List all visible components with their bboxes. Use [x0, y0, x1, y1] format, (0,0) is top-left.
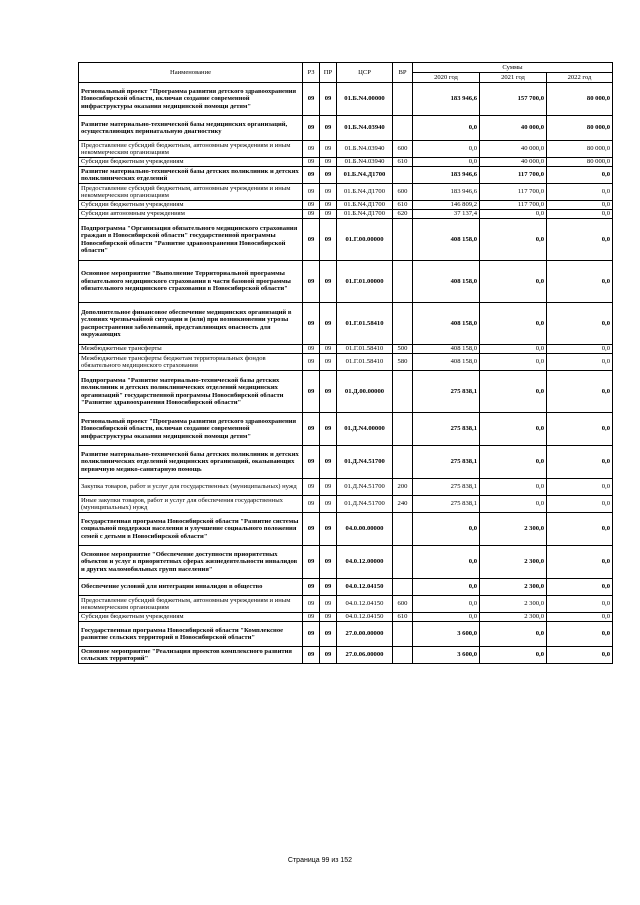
table-row: [79, 413, 613, 446]
row-csr: 01.Б.N4.03940: [337, 116, 393, 141]
table-row: [79, 496, 613, 513]
row-vr: [393, 647, 413, 664]
table-row: [79, 345, 613, 354]
row-sum-2022: 80 000,0: [547, 141, 613, 158]
row-rz: 09: [303, 647, 320, 664]
row-pr: 09: [320, 141, 337, 158]
row-pr: 09: [320, 613, 337, 622]
budget-table: [78, 62, 613, 664]
row-name: Закупка товаров, работ и услуг для государственных (муниципальных) нужд: [79, 479, 303, 496]
row-sum-2020: 275 838,1: [413, 496, 480, 513]
row-csr: 04.0.12.04150: [337, 613, 393, 622]
row-rz: 09: [303, 219, 320, 261]
row-csr: 04.0.12.00000: [337, 546, 393, 579]
row-rz: 09: [303, 622, 320, 647]
row-pr: 09: [320, 371, 337, 413]
row-rz: 09: [303, 546, 320, 579]
row-sum-2022: 80 000,0: [547, 83, 613, 116]
row-rz: 09: [303, 83, 320, 116]
row-csr: 01.Б.N4.Д1700: [337, 210, 393, 219]
row-sum-2020: 146 809,2: [413, 201, 480, 210]
row-csr: 27.0.00.00000: [337, 622, 393, 647]
row-vr: 620: [393, 210, 413, 219]
row-rz: 09: [303, 141, 320, 158]
row-sum-2020: 183 946,6: [413, 184, 480, 201]
row-csr: 01.Г.01.58410: [337, 303, 393, 345]
row-rz: 09: [303, 303, 320, 345]
row-csr: 04.0.00.00000: [337, 513, 393, 546]
table-row: [79, 446, 613, 479]
row-rz: 09: [303, 167, 320, 184]
row-pr: 09: [320, 261, 337, 303]
row-sum-2020: 0,0: [413, 513, 480, 546]
row-rz: 09: [303, 579, 320, 596]
row-name: Субсидии бюджетным учреждениям: [79, 158, 303, 167]
row-name: Предоставление субсидий бюджетным, автономным учреждениям и иным некоммерческим организациям: [79, 184, 303, 201]
row-sum-2021: 0,0: [480, 496, 547, 513]
row-sum-2022: 0,0: [547, 446, 613, 479]
col-header-name: Наименование: [79, 63, 303, 83]
row-sum-2022: 0,0: [547, 496, 613, 513]
row-sum-2020: 3 600,0: [413, 647, 480, 664]
row-csr: 01.Д.N4.00000: [337, 413, 393, 446]
row-sum-2020: 275 838,1: [413, 413, 480, 446]
row-sum-2021: 117 700,0: [480, 167, 547, 184]
row-name: Субсидии бюджетным учреждениям: [79, 201, 303, 210]
row-sum-2021: 0,0: [480, 413, 547, 446]
row-rz: 09: [303, 116, 320, 141]
row-pr: 09: [320, 479, 337, 496]
row-sum-2021: 117 700,0: [480, 201, 547, 210]
row-rz: 09: [303, 354, 320, 371]
row-vr: [393, 303, 413, 345]
col-header-year-2020: 2020 год: [413, 73, 480, 83]
table-row: [79, 479, 613, 496]
row-sum-2021: 40 000,0: [480, 116, 547, 141]
row-sum-2021: 2 300,0: [480, 513, 547, 546]
col-header-sums: Суммы: [413, 63, 613, 73]
row-csr: 01.Г.01.58410: [337, 345, 393, 354]
row-vr: [393, 371, 413, 413]
row-sum-2022: 0,0: [547, 579, 613, 596]
row-sum-2020: 275 838,1: [413, 371, 480, 413]
table-row: [79, 647, 613, 664]
row-vr: [393, 513, 413, 546]
col-header-csr: ЦСР: [337, 63, 393, 83]
row-csr: 01.Б.N4.03940: [337, 158, 393, 167]
row-name: Иные закупки товаров, работ и услуг для обеспечения государственных (муниципальных) нужд: [79, 496, 303, 513]
row-sum-2021: 0,0: [480, 622, 547, 647]
row-vr: 500: [393, 345, 413, 354]
table-row: [79, 261, 613, 303]
row-rz: 09: [303, 479, 320, 496]
table-row: [79, 210, 613, 219]
row-sum-2022: 0,0: [547, 184, 613, 201]
row-sum-2022: 0,0: [547, 345, 613, 354]
row-sum-2021: 40 000,0: [480, 141, 547, 158]
row-rz: 09: [303, 413, 320, 446]
table-row: [79, 613, 613, 622]
row-sum-2020: 275 838,1: [413, 479, 480, 496]
row-pr: 09: [320, 201, 337, 210]
row-vr: 580: [393, 354, 413, 371]
row-sum-2020: 0,0: [413, 116, 480, 141]
row-vr: 600: [393, 141, 413, 158]
row-pr: 09: [320, 167, 337, 184]
row-pr: 09: [320, 496, 337, 513]
row-name: Развитие материально-технической базы детских поликлиник и детских поликлинических отделений медицинских организаций, оказывающих первичную медико-санитарную помощь: [79, 446, 303, 479]
row-pr: 09: [320, 622, 337, 647]
row-sum-2022: 0,0: [547, 479, 613, 496]
row-sum-2021: 0,0: [480, 210, 547, 219]
row-vr: [393, 446, 413, 479]
row-sum-2020: 0,0: [413, 546, 480, 579]
table-row: [79, 83, 613, 116]
row-name: Субсидии автономным учреждениям: [79, 210, 303, 219]
row-sum-2021: 2 300,0: [480, 613, 547, 622]
table-row: [79, 167, 613, 184]
row-name: Основное мероприятие "Реализация проектов комплексного развития сельских территорий": [79, 647, 303, 664]
row-pr: 09: [320, 446, 337, 479]
row-sum-2021: 157 700,0: [480, 83, 547, 116]
row-sum-2020: 0,0: [413, 596, 480, 613]
row-vr: 610: [393, 201, 413, 210]
row-sum-2021: 0,0: [480, 345, 547, 354]
row-sum-2022: 0,0: [547, 303, 613, 345]
table-row: [79, 201, 613, 210]
row-csr: 04.0.12.04150: [337, 579, 393, 596]
row-csr: 01.Б.N4.00000: [337, 83, 393, 116]
row-sum-2020: 3 600,0: [413, 622, 480, 647]
table-row: [79, 354, 613, 371]
col-header-year-2022: 2022 год: [547, 73, 613, 83]
row-name: Субсидии бюджетным учреждениям: [79, 613, 303, 622]
row-sum-2020: 0,0: [413, 613, 480, 622]
row-rz: 09: [303, 613, 320, 622]
row-sum-2021: 0,0: [480, 303, 547, 345]
row-sum-2021: 40 000,0: [480, 158, 547, 167]
row-sum-2021: 0,0: [480, 479, 547, 496]
row-vr: [393, 546, 413, 579]
page-number: Страница 99 из 152: [287, 857, 353, 864]
row-rz: 09: [303, 371, 320, 413]
row-name: Основное мероприятие "Выполнение Территориальной программы обязательного медицинского страхования в части базовой программы обязательного медицинского страхования в Новосибирской области": [79, 261, 303, 303]
row-sum-2021: 2 300,0: [480, 546, 547, 579]
row-sum-2022: 80 000,0: [547, 158, 613, 167]
row-vr: [393, 622, 413, 647]
row-sum-2022: 0,0: [547, 413, 613, 446]
table-row: [79, 141, 613, 158]
row-sum-2022: 0,0: [547, 261, 613, 303]
row-sum-2022: 0,0: [547, 219, 613, 261]
col-header-pr: ПР: [320, 63, 337, 83]
row-csr: 01.Д.N4.51700: [337, 446, 393, 479]
row-pr: 09: [320, 184, 337, 201]
table-row: [79, 596, 613, 613]
row-rz: 09: [303, 184, 320, 201]
row-rz: 09: [303, 446, 320, 479]
row-csr: 27.0.06.00000: [337, 647, 393, 664]
row-pr: 09: [320, 210, 337, 219]
row-csr: 01.Г.01.58410: [337, 354, 393, 371]
row-sum-2022: 0,0: [547, 546, 613, 579]
row-csr: 01.Г.00.00000: [337, 219, 393, 261]
row-sum-2022: 0,0: [547, 513, 613, 546]
table-row: [79, 513, 613, 546]
row-pr: 09: [320, 303, 337, 345]
row-sum-2020: 0,0: [413, 579, 480, 596]
row-csr: 01.Б.N4.Д1700: [337, 167, 393, 184]
row-name: Подпрограмма "Организация обязательного медицинского страхования граждан в Новосибирской области" государственной программы Новосибирской области "Развитие здравоохранения Новосибирской области": [79, 219, 303, 261]
table-row: [79, 158, 613, 167]
row-sum-2022: 0,0: [547, 167, 613, 184]
table-row: [79, 184, 613, 201]
row-pr: 09: [320, 579, 337, 596]
row-csr: 01.Д.00.00000: [337, 371, 393, 413]
row-sum-2021: 117 700,0: [480, 184, 547, 201]
row-name: Региональный проект "Программа развития детского здравоохранения Новосибирской области, включая создание современной инфраструктуры оказания медицинской помощи детям": [79, 83, 303, 116]
row-vr: [393, 83, 413, 116]
row-name: Региональный проект "Программа развития детского здравоохранения Новосибирской области, включая создание современной инфраструктуры оказания медицинской помощи детям": [79, 413, 303, 446]
row-sum-2022: 80 000,0: [547, 116, 613, 141]
row-pr: 09: [320, 413, 337, 446]
row-pr: 09: [320, 83, 337, 116]
row-rz: 09: [303, 513, 320, 546]
row-name: Государственная программа Новосибирской области "Комплексное развитие сельских территорий в Новосибирской области": [79, 622, 303, 647]
row-sum-2021: 0,0: [480, 261, 547, 303]
row-sum-2022: 0,0: [547, 201, 613, 210]
row-vr: 610: [393, 158, 413, 167]
row-csr: 01.Б.N4.Д1700: [337, 201, 393, 210]
row-name: Развитие материально-технической базы детских поликлиник и детских поликлинических отделений: [79, 167, 303, 184]
row-rz: 09: [303, 210, 320, 219]
row-name: Межбюджетные трансферты: [79, 345, 303, 354]
row-sum-2020: 0,0: [413, 158, 480, 167]
row-vr: 600: [393, 596, 413, 613]
row-rz: 09: [303, 596, 320, 613]
row-csr: 01.Г.01.00000: [337, 261, 393, 303]
table-body: [79, 83, 613, 664]
row-rz: 09: [303, 261, 320, 303]
row-sum-2022: 0,0: [547, 596, 613, 613]
row-pr: 09: [320, 219, 337, 261]
row-csr: 01.Б.N4.Д1700: [337, 184, 393, 201]
row-pr: 09: [320, 513, 337, 546]
table-row: [79, 219, 613, 261]
table-row: [79, 371, 613, 413]
row-name: Развитие материально-технической базы медицинских организаций, осуществляющих перинатальную диагностику: [79, 116, 303, 141]
col-header-rz: РЗ: [303, 63, 320, 83]
table-row: [79, 116, 613, 141]
row-pr: 09: [320, 546, 337, 579]
row-sum-2021: 0,0: [480, 647, 547, 664]
row-csr: 01.Д.N4.51700: [337, 479, 393, 496]
row-csr: 01.Б.N4.03940: [337, 141, 393, 158]
row-sum-2020: 183 946,6: [413, 83, 480, 116]
row-sum-2022: 0,0: [547, 613, 613, 622]
row-sum-2020: 408 158,0: [413, 354, 480, 371]
row-vr: 610: [393, 613, 413, 622]
row-sum-2021: 0,0: [480, 354, 547, 371]
row-sum-2020: 408 158,0: [413, 303, 480, 345]
col-header-year-2021: 2021 год: [480, 73, 547, 83]
row-sum-2021: 0,0: [480, 371, 547, 413]
row-sum-2021: 2 300,0: [480, 596, 547, 613]
row-sum-2021: 0,0: [480, 219, 547, 261]
col-header-vr: ВР: [393, 63, 413, 83]
row-pr: 09: [320, 647, 337, 664]
row-vr: [393, 219, 413, 261]
table-row: [79, 546, 613, 579]
table-row: [79, 303, 613, 345]
row-name: Предоставление субсидий бюджетным, автономным учреждениям и иным некоммерческим организациям: [79, 596, 303, 613]
row-vr: [393, 579, 413, 596]
row-sum-2020: 37 137,4: [413, 210, 480, 219]
row-pr: 09: [320, 158, 337, 167]
row-sum-2020: 0,0: [413, 141, 480, 158]
row-name: Предоставление субсидий бюджетным, автономным учреждениям и иным некоммерческим организациям: [79, 141, 303, 158]
row-sum-2022: 0,0: [547, 622, 613, 647]
row-rz: 09: [303, 158, 320, 167]
row-vr: [393, 261, 413, 303]
row-pr: 09: [320, 345, 337, 354]
row-csr: 01.Д.N4.51700: [337, 496, 393, 513]
row-sum-2021: 0,0: [480, 446, 547, 479]
row-pr: 09: [320, 596, 337, 613]
row-sum-2020: 408 158,0: [413, 261, 480, 303]
row-name: Межбюджетные трансферты бюджетам территориальных фондов обязательного медицинского страхования: [79, 354, 303, 371]
row-vr: 240: [393, 496, 413, 513]
row-sum-2021: 2 300,0: [480, 579, 547, 596]
row-name: Подпрограмма "Развитие материально-технической базы детских поликлиник и детских поликлинических отделений медицинских организаций" государственной программы Новосибирской области "Развитие здравоохранения Новосибирской области": [79, 371, 303, 413]
row-rz: 09: [303, 496, 320, 513]
row-csr: 04.0.12.04150: [337, 596, 393, 613]
row-sum-2022: 0,0: [547, 210, 613, 219]
row-name: Основное мероприятие "Обеспечение доступности приоритетных объектов и услуг в приоритетных сферах жизнедеятельности инвалидов и других маломобильных групп населения": [79, 546, 303, 579]
row-sum-2020: 408 158,0: [413, 219, 480, 261]
row-sum-2020: 275 838,1: [413, 446, 480, 479]
row-pr: 09: [320, 116, 337, 141]
row-vr: 200: [393, 479, 413, 496]
row-name: Государственная программа Новосибирской области "Развитие системы социальной поддержки населения и улучшение социального положения семей с детьми в Новосибирской области": [79, 513, 303, 546]
row-sum-2022: 0,0: [547, 354, 613, 371]
table-row: [79, 622, 613, 647]
table-row: [79, 579, 613, 596]
row-vr: [393, 116, 413, 141]
row-vr: [393, 167, 413, 184]
header-row-top: [79, 63, 613, 73]
row-sum-2022: 0,0: [547, 371, 613, 413]
row-vr: 600: [393, 184, 413, 201]
row-vr: [393, 413, 413, 446]
row-sum-2020: 183 946,6: [413, 167, 480, 184]
row-pr: 09: [320, 354, 337, 371]
row-rz: 09: [303, 345, 320, 354]
row-sum-2020: 408 158,0: [413, 345, 480, 354]
row-name: Обеспечение условий для интеграции инвалидов в общество: [79, 579, 303, 596]
row-name: Дополнительное финансовое обеспечение медицинских организаций в условиях чрезвычайной ситуации и (или) при возникновении угрозы распространения заболеваний, представляющих опасность для окружающих: [79, 303, 303, 345]
row-sum-2022: 0,0: [547, 647, 613, 664]
row-rz: 09: [303, 201, 320, 210]
